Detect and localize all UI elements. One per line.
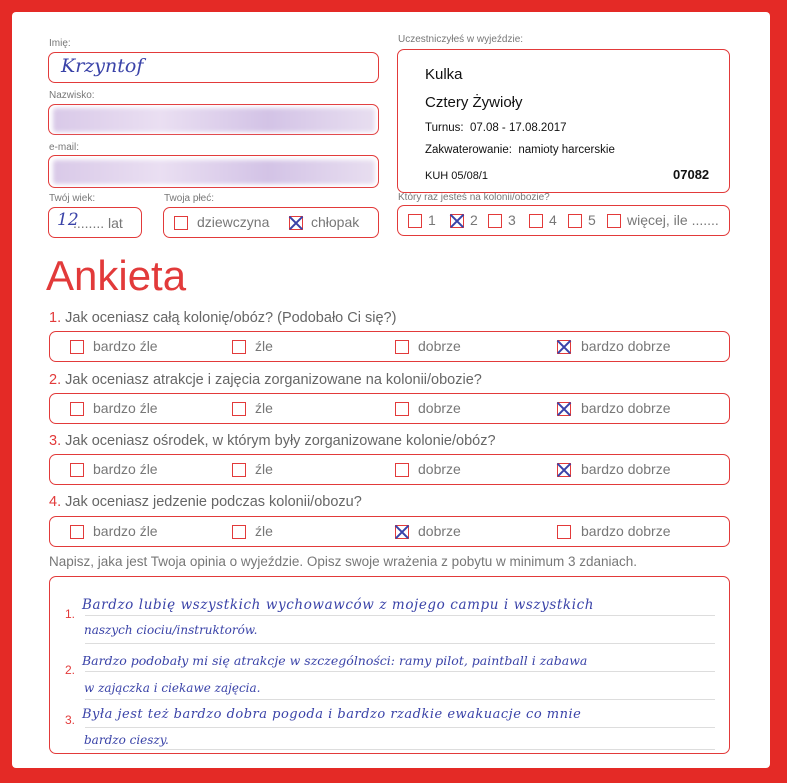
question-2: 2. Jak oceniasz atrakcje i zajęcia zorganizowane na kolonii/obozie? xyxy=(49,372,482,388)
q2-zle-checkbox[interactable] xyxy=(232,402,246,416)
q1-bardzo-zle-label: bardzo źle xyxy=(93,338,158,354)
q3-bardzo-zle-label: bardzo źle xyxy=(93,461,158,477)
q3-bardzo-dobrze-checkbox[interactable] xyxy=(557,463,571,477)
q1-zle-checkbox[interactable] xyxy=(232,340,246,354)
age-unit: ........ lat xyxy=(73,215,123,231)
page-title: Ankieta xyxy=(46,252,187,299)
q4-bardzo-dobrze-label: bardzo dobrze xyxy=(581,523,671,539)
last-name-label: Nazwisko: xyxy=(49,90,95,101)
camp-code: KUH 05/08/1 xyxy=(425,170,488,182)
q2-bardzo-dobrze-label: bardzo dobrze xyxy=(581,400,671,416)
age-field[interactable] xyxy=(48,207,142,238)
opinion-line-2: naszych ciociu/instruktorów. xyxy=(84,623,258,637)
question-1-text: Jak oceniasz całą kolonię/obóz? (Podobało Ci się?) xyxy=(65,310,397,326)
times-1-label: 1 xyxy=(428,212,436,228)
lodging-label: Zakwaterowanie: xyxy=(425,144,512,156)
first-name-field[interactable] xyxy=(48,52,379,83)
times-2-label: 2 xyxy=(470,212,478,228)
q3-bardzo-zle-checkbox[interactable] xyxy=(70,463,84,477)
q4-bardzo-zle-checkbox[interactable] xyxy=(70,525,84,539)
last-name-field[interactable] xyxy=(48,104,379,135)
turnus-label: Turnus: xyxy=(425,122,464,134)
q2-bardzo-zle-checkbox[interactable] xyxy=(70,402,84,416)
opinion-line-6: bardzo cieszy. xyxy=(84,733,169,747)
gender-field xyxy=(163,207,379,238)
gender-female-label: dziewczyna xyxy=(197,214,270,230)
times-4-label: 4 xyxy=(549,212,557,228)
q1-bardzo-dobrze-checkbox[interactable] xyxy=(557,340,571,354)
times-1-checkbox[interactable] xyxy=(408,214,422,228)
question-2-text: Jak oceniasz atrakcje i zajęcia zorganizowane na kolonii/obozie? xyxy=(65,372,482,388)
q2-dobrze-checkbox[interactable] xyxy=(395,402,409,416)
question-4-options xyxy=(49,516,730,547)
question-1-options xyxy=(49,331,730,362)
age-label: Twój wiek: xyxy=(49,193,96,204)
q2-dobrze-label: dobrze xyxy=(418,400,461,416)
q4-dobrze-label: dobrze xyxy=(418,523,461,539)
opinion-number-1: 1. xyxy=(65,607,76,621)
lodging-value: namioty harcerskie xyxy=(518,144,615,156)
first-name-label: Imię: xyxy=(49,38,71,49)
q1-bardzo-zle-checkbox[interactable] xyxy=(70,340,84,354)
times-more-label: więcej, ile ....... xyxy=(627,212,719,228)
gender-male-checkbox[interactable] xyxy=(289,216,303,230)
opinion-textarea[interactable] xyxy=(49,576,730,754)
question-2-options xyxy=(49,393,730,424)
times-5-label: 5 xyxy=(588,212,596,228)
opinion-number-2: 2. xyxy=(65,663,76,677)
times-field xyxy=(397,205,730,236)
q4-zle-checkbox[interactable] xyxy=(232,525,246,539)
redacted-email xyxy=(53,160,375,184)
q3-bardzo-dobrze-label: bardzo dobrze xyxy=(581,461,671,477)
times-3-label: 3 xyxy=(508,212,516,228)
q3-dobrze-checkbox[interactable] xyxy=(395,463,409,477)
q1-dobrze-checkbox[interactable] xyxy=(395,340,409,354)
opinion-prompt: Napisz, jaka jest Twoja opinia o wyjeździe. Opisz swoje wrażenia z pobytu w minimum 3 zdaniach. xyxy=(49,554,638,569)
q3-zle-label: źle xyxy=(255,461,273,477)
q3-zle-checkbox[interactable] xyxy=(232,463,246,477)
camp-program: Cztery Żywioły xyxy=(425,94,523,111)
turnus-value: 07.08 - 17.08.2017 xyxy=(469,122,567,134)
camp-name: Kulka xyxy=(425,66,463,83)
times-5-checkbox[interactable] xyxy=(568,214,582,228)
camp-label: Uczestniczyłeś w wyjeździe: xyxy=(398,34,524,45)
times-3-checkbox[interactable] xyxy=(488,214,502,228)
question-3: 3. Jak oceniasz ośrodek, w którym były zorganizowane kolonie/obóz? xyxy=(49,433,496,449)
q2-bardzo-zle-label: bardzo źle xyxy=(93,400,158,416)
opinion-line-5: Była jest też bardzo dobra pogoda i bardzo rzadkie ewakuacje co mnie xyxy=(82,707,582,722)
question-1: 1. Jak oceniasz całą kolonię/obóz? (Podobało Ci się?) xyxy=(49,310,397,326)
times-2-checkbox[interactable] xyxy=(450,214,464,228)
age-value: 12 xyxy=(57,210,79,230)
times-more-checkbox[interactable] xyxy=(607,214,621,228)
times-label: Który raz jesteś na kolonii/obozie? xyxy=(398,192,550,203)
times-4-checkbox[interactable] xyxy=(529,214,543,228)
q4-dobrze-checkbox[interactable] xyxy=(395,525,409,539)
question-4: 4. Jak oceniasz jedzenie podczas kolonii/obozu? xyxy=(49,494,362,510)
opinion-number-3: 3. xyxy=(65,713,76,727)
q2-zle-label: źle xyxy=(255,400,273,416)
opinion-line-1: Bardzo lubię wszystkich wychowawców z mojego campu i wszystkich xyxy=(82,597,595,613)
q1-bardzo-dobrze-label: bardzo dobrze xyxy=(581,338,671,354)
question-3-options xyxy=(49,454,730,485)
opinion-line-3: Bardzo podobały mi się atrakcje w szczególności: ramy pilot, paintball i zabawa xyxy=(82,653,588,668)
q4-zle-label: źle xyxy=(255,523,273,539)
q3-dobrze-label: dobrze xyxy=(418,461,461,477)
q4-bardzo-dobrze-checkbox[interactable] xyxy=(557,525,571,539)
gender-female-checkbox[interactable] xyxy=(174,216,188,230)
email-label: e-mail: xyxy=(49,142,80,153)
email-field[interactable] xyxy=(48,155,379,188)
q4-bardzo-zle-label: bardzo źle xyxy=(93,523,158,539)
survey-sheet xyxy=(12,12,770,768)
redacted-last-name xyxy=(53,108,375,132)
opinion-line-4: w zajączka i ciekawe zajęcia. xyxy=(84,681,261,695)
q2-bardzo-dobrze-checkbox[interactable] xyxy=(557,402,571,416)
q1-dobrze-label: dobrze xyxy=(418,338,461,354)
q1-zle-label: źle xyxy=(255,338,273,354)
gender-label: Twoja płeć: xyxy=(164,193,215,204)
first-name-value: Krzyntof xyxy=(61,55,144,77)
camp-info-box xyxy=(397,49,730,193)
gender-male-label: chłopak xyxy=(311,214,360,230)
camp-number: 07082 xyxy=(673,167,710,182)
question-3-text: Jak oceniasz ośrodek, w którym były zorganizowane kolonie/obóz? xyxy=(65,433,496,449)
question-4-text: Jak oceniasz jedzenie podczas kolonii/obozu? xyxy=(65,494,362,510)
